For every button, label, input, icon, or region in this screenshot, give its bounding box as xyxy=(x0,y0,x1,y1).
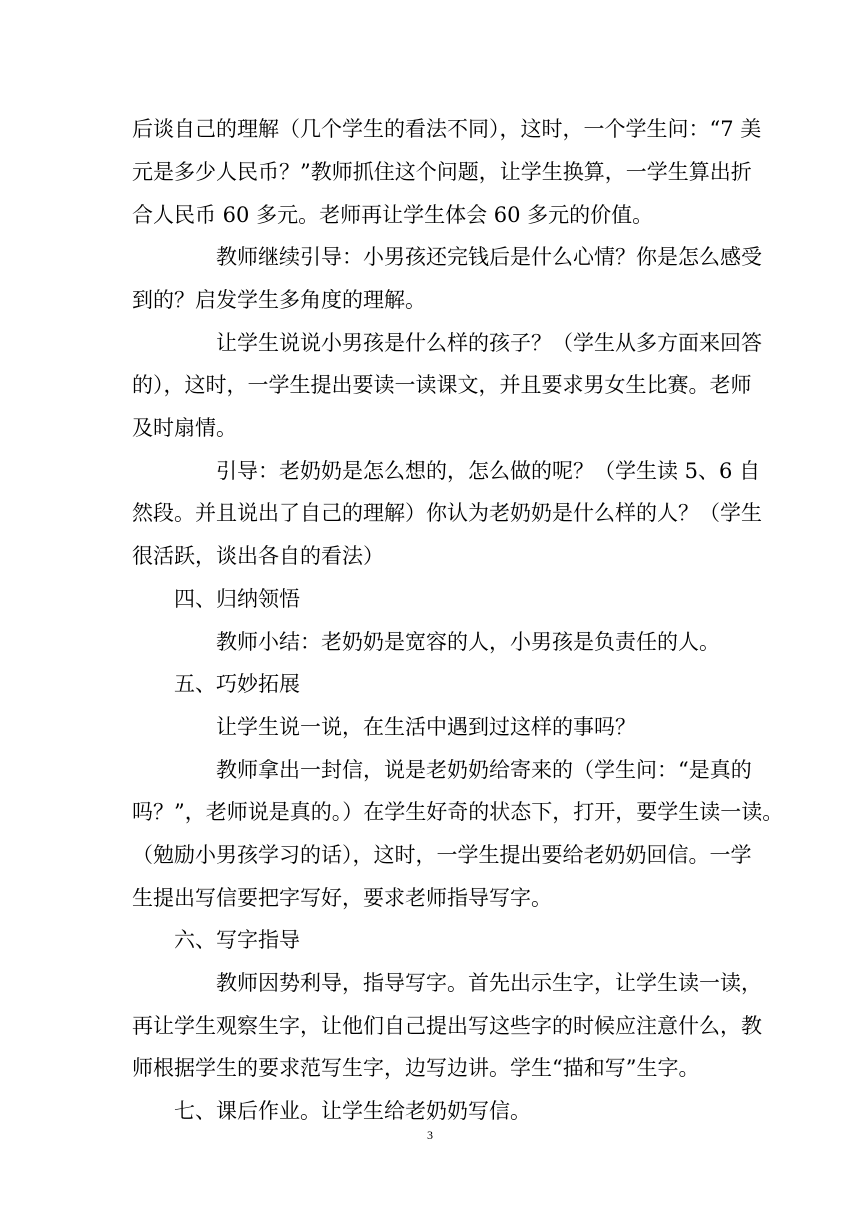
text-line: 师根据学生的要求范写生字，边写边讲。学生“描和写”生字。 xyxy=(132,1056,700,1080)
text-line: 教师拿出一封信，说是老奶奶给寄来的（学生问：“是真的 xyxy=(216,758,752,782)
text-line: 再让学生观察生字，让他们自己提出写这些字的时候应注意什么，教 xyxy=(132,1014,762,1038)
text-line: 很活跃，谈出各自的看法） xyxy=(132,544,384,568)
text-line: 教师小结：老奶奶是宽容的人，小男孩是负责任的人。 xyxy=(216,630,720,654)
text-line: 引导：老奶奶是怎么想的，怎么做的呢？（学生读 5、6 自 xyxy=(216,459,761,483)
text-line: （勉励小男孩学习的话），这时，一学生提出要给老奶奶回信。一学 xyxy=(132,843,752,867)
text-line: 然段。并且说出了自己的理解）你认为老奶奶是什么样的人？（学生 xyxy=(132,501,762,525)
text-line: 教师继续引导：小男孩还完钱后是什么心情？你是怎么感受 xyxy=(216,245,762,269)
section-heading: 五、巧妙拓展 xyxy=(174,672,300,696)
text-line: 到的？启发学生多角度的理解。 xyxy=(132,288,426,312)
text-line: 的），这时，一学生提出要读一读课文，并且要求男女生比赛。老师 xyxy=(132,373,752,397)
text-line: 元是多少人民币？”教师抓住这个问题，让学生换算，一学生算出折 xyxy=(132,160,752,184)
section-heading: 七、课后作业。让学生给老奶奶写信。 xyxy=(174,1099,531,1123)
text-line: 合人民币 60 多元。老师再让学生体会 60 多元的价值。 xyxy=(132,203,654,227)
text-line: 吗？”，老师说是真的。）在学生好奇的状态下，打开，要学生读一读。 xyxy=(132,800,784,824)
page-number: 3 xyxy=(427,1128,433,1142)
text-line: 让学生说一说，在生活中遇到过这样的事吗？ xyxy=(216,715,636,739)
section-heading: 六、写字指导 xyxy=(174,928,300,952)
text-line: 教师因势利导，指导写字。首先出示生字，让学生读一读， xyxy=(216,971,762,995)
text-line: 后谈自己的理解（几个学生的看法不同），这时，一个学生问：“7 美 xyxy=(132,117,762,141)
text-line: 及时扇情。 xyxy=(132,416,237,440)
text-line: 让学生说说小男孩是什么样的孩子？（学生从多方面来回答 xyxy=(216,331,762,355)
text-line: 生提出写信要把字写好，要求老师指导写字。 xyxy=(132,886,552,910)
section-heading: 四、归纳领悟 xyxy=(174,587,300,611)
